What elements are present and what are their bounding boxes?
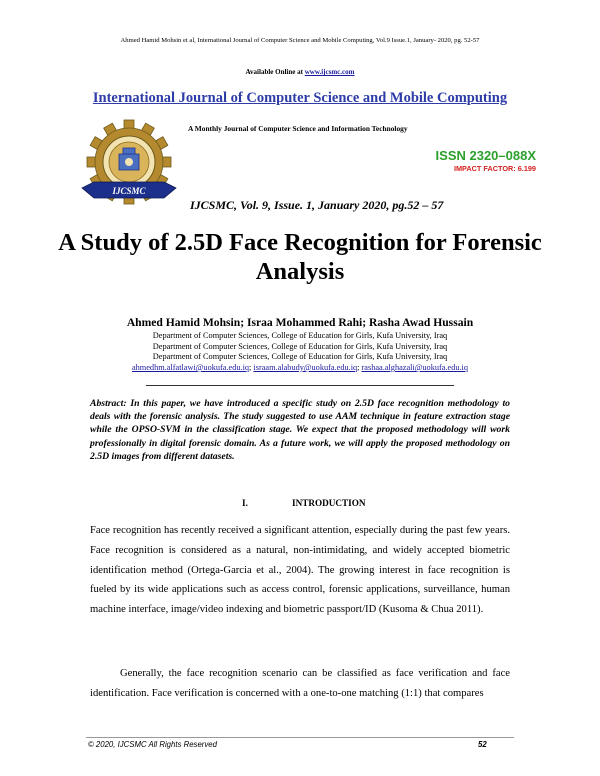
email-separator: ;	[357, 363, 362, 372]
paper-title: A Study of 2.5D Face Recognition for Forensic Analysis	[58, 229, 542, 285]
abstract: Abstract: In this paper, we have introduced a specific study on 2.5D face recognition methodology to deals with the forensic analysis. The study suggested to use AAM technique in feature extraction stage while the OPSO-SVM in the classification stage. We expect that the proposed methodology will work professionally in digital forensic domain. As a future work, we will apply the proposed methodology on 2.5D images from different datasets.	[90, 398, 510, 462]
issn: ISSN 2320–088X	[435, 148, 536, 163]
page-number: 52	[478, 740, 487, 749]
footer-rule	[86, 737, 514, 738]
authors: Ahmed Hamid Mohsin; Israa Mohammed Rahi; Rasha Awad Hussain	[126, 316, 474, 329]
ijcsmc-logo	[76, 118, 182, 212]
section-title: INTRODUCTION	[292, 498, 366, 508]
affiliation-2: Department of Computer Sciences, College of Education for Girls, Kufa University, Iraq	[152, 341, 448, 351]
journal-website-link[interactable]: www.ijcsmc.com	[304, 68, 355, 76]
logo-text: IJCSMC	[112, 186, 146, 196]
volume-line: IJCSMC, Vol. 9, Issue. 1, January 2020, pg.52 – 57	[190, 198, 444, 212]
availability-line	[0, 68, 600, 76]
email-separator: ;	[249, 363, 254, 372]
author-emails	[0, 363, 600, 372]
availability-prefix: Available Online at	[245, 68, 305, 76]
email-link-3[interactable]: rashaa.alghazali@uokufa.edu.iq	[361, 363, 469, 372]
affiliation-1: Department of Computer Sciences, College of Education for Girls, Kufa University, Iraq	[152, 331, 448, 340]
paragraph-2: Generally, the face recognition scenario can be classified as face verification and face identification. Face verification is concerned with a one-to-one matching (1:1) that compares	[90, 668, 510, 699]
abstract-divider	[146, 385, 454, 386]
journal-subtitle: A Monthly Journal of Computer Science and Information Technology	[188, 124, 408, 133]
impact-factor: IMPACT FACTOR: 6.199	[453, 164, 536, 173]
journal-name: International Journal of Computer Science and Mobile Computing	[92, 90, 508, 106]
paragraph-1: Face recognition has recently received a significant attention, especially during the past few years. Face recognition is considered as a natural, non-intimidating, and widely accepted biometric identification method (Ortega-Garcia et al., 2004). The growing interest in face recognition is fueled by its wide applications such as access control, forensic applications, surveillance, human machine interface, image/video indexing and biometric passport/ID (Kusoma & Chua 2011).	[90, 525, 510, 616]
running-head: Ahmed Hamid Mohsin et al, International Journal of Computer Science and Mobile Computing, Vol.9 Issue.1, January- 2020, pg. 52-57	[120, 37, 480, 44]
email-link-1[interactable]: ahmedhm.alfatlawi@uokufa.edu.iq	[131, 363, 250, 372]
affiliation-3: Department of Computer Sciences, College of Education for Girls, Kufa University, Iraq	[152, 352, 448, 361]
email-link-2[interactable]: israam.alabudy@uokufa.edu.iq	[253, 363, 358, 372]
section-number: I.	[242, 498, 248, 508]
footer-copyright: © 2020, IJCSMC All Rights Reserved	[88, 740, 217, 749]
